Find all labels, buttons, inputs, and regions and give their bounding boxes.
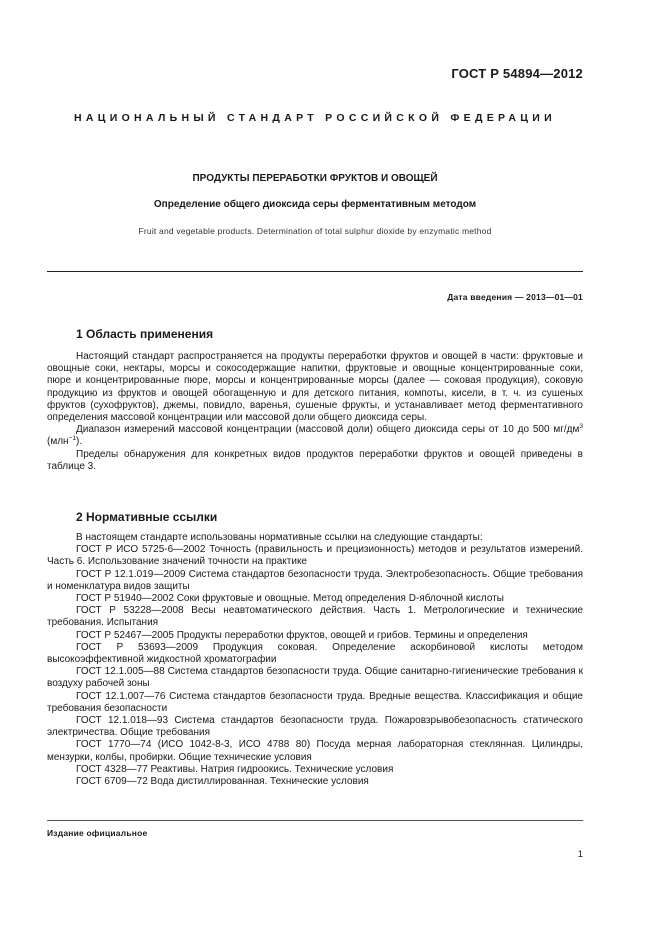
range-end: ). — [75, 436, 83, 448]
standard-number: ГОСТ Р 54894—2012 — [451, 66, 583, 81]
reference-item: ГОСТ Р ИСО 5725-6—2002 Точность (правильность и прецизионность) методов и результатов измерений. Часть 6. Использование значений точности на практике — [47, 544, 583, 568]
paragraph: В настоящем стандарте использованы нормативные ссылки на следующие стандарты: — [76, 532, 483, 543]
range-unit: (млн — [47, 436, 69, 448]
reference-item: ГОСТ Р 51940—2002 Соки фруктовые и овощные. Метод определения D-яблочной кислоты — [76, 593, 504, 605]
section-2-heading: 2 Нормативные ссылки — [76, 510, 218, 524]
national-standard-banner: НАЦИОНАЛЬНЫЙ СТАНДАРТ РОССИЙСКОЙ ФЕДЕРАЦИИ — [74, 112, 556, 124]
reference-item: ГОСТ Р 53228—2008 Весы неавтоматического действия. Часть 1. Метрологические и технические требования. Испытания — [47, 605, 583, 629]
section-1-body — [47, 351, 583, 473]
section-1-heading: 1 Область применения — [76, 327, 214, 341]
introduction-date: Дата введения — 2013—01—01 — [447, 292, 583, 302]
english-title: Fruit and vegetable products. Determination of total sulphur dioxide by enzymatic method — [138, 226, 492, 236]
edition-note: Издание официальное — [47, 828, 148, 838]
reference-item: ГОСТ Р 12.1.019—2009 Система стандартов безопасности труда. Электробезопасность. Общие требования и номенклатура видов защиты — [47, 568, 583, 592]
header-divider — [47, 271, 583, 272]
reference-item: ГОСТ 12.1.005—88 Система стандартов безопасности труда. Общие санитарно-гигиенические требования к воздуху рабочей зоны — [47, 666, 583, 690]
page-number: 1 — [577, 849, 583, 860]
document-subtitle: Определение общего диоксида серы ферментативным методом — [153, 199, 477, 210]
section-2-body — [47, 532, 583, 788]
reference-item: ГОСТ Р 53693—2009 Продукция соковая. Определение аскорбиновой кислоты методом высокоэффективной жидкостной хроматографии — [47, 641, 583, 666]
footer-divider — [47, 820, 583, 821]
paragraph: Настоящий стандарт распространяется на продукты переработки фруктов и овощей в части: фруктовые и овощные соки, нектары, морсы и сокосодержащие напитки, фруктовые и овощные концентрированные соки, пюре и концентрированные пюре, морсы и концентрированные морсы (далее — соковая продукция), соковую продукцию из фруктов и овощей обогащенную и для детского питания, компоты, кисели, в т. ч. из сушеных фруктов (сухофруктов), джемы, повидло, варенья, сушеные фрукты, и устанавливает метод ферментативного определения массовой концентрации или массовой доли общего диоксида серы. — [47, 351, 583, 424]
range-text: Диапазон измерений массовой концентрации (массовой доли) общего диоксида серы от 10 до 500 мг/дм — [76, 424, 580, 436]
superscript: 3 — [579, 423, 583, 431]
reference-item: ГОСТ 12.1.007—76 Система стандартов безопасности труда. Вредные вещества. Классификация и общие требования безопасности — [47, 690, 583, 714]
paragraph: Пределы обнаружения для конкретных видов продуктов переработки фруктов и овощей приведены в таблице 3. — [47, 448, 583, 472]
document-title: ПРОДУКТЫ ПЕРЕРАБОТКИ ФРУКТОВ И ОВОЩЕЙ — [192, 173, 438, 184]
reference-item: ГОСТ 12.1.018—93 Система стандартов безопасности труда. Пожаровзрывобезопасность статического электричества. Общие требования — [47, 715, 583, 739]
reference-item: ГОСТ 6709—72 Вода дистиллированная. Технические условия — [76, 776, 369, 788]
superscript: −1 — [68, 435, 76, 443]
paragraph-range — [47, 424, 583, 448]
reference-item: ГОСТ 1770—74 (ИСО 1042-8-3, ИСО 4788 80) Посуда мерная лабораторная стеклянная. Цилиндры, мензурки, колбы, пробирки. Общие технические условия — [47, 739, 583, 763]
reference-item: ГОСТ 4328—77 Реактивы. Натрия гидроокись. Технические условия — [76, 763, 394, 775]
reference-item: ГОСТ Р 52467—2005 Продукты переработки фруктов, овощей и грибов. Термины и определения — [76, 629, 528, 641]
